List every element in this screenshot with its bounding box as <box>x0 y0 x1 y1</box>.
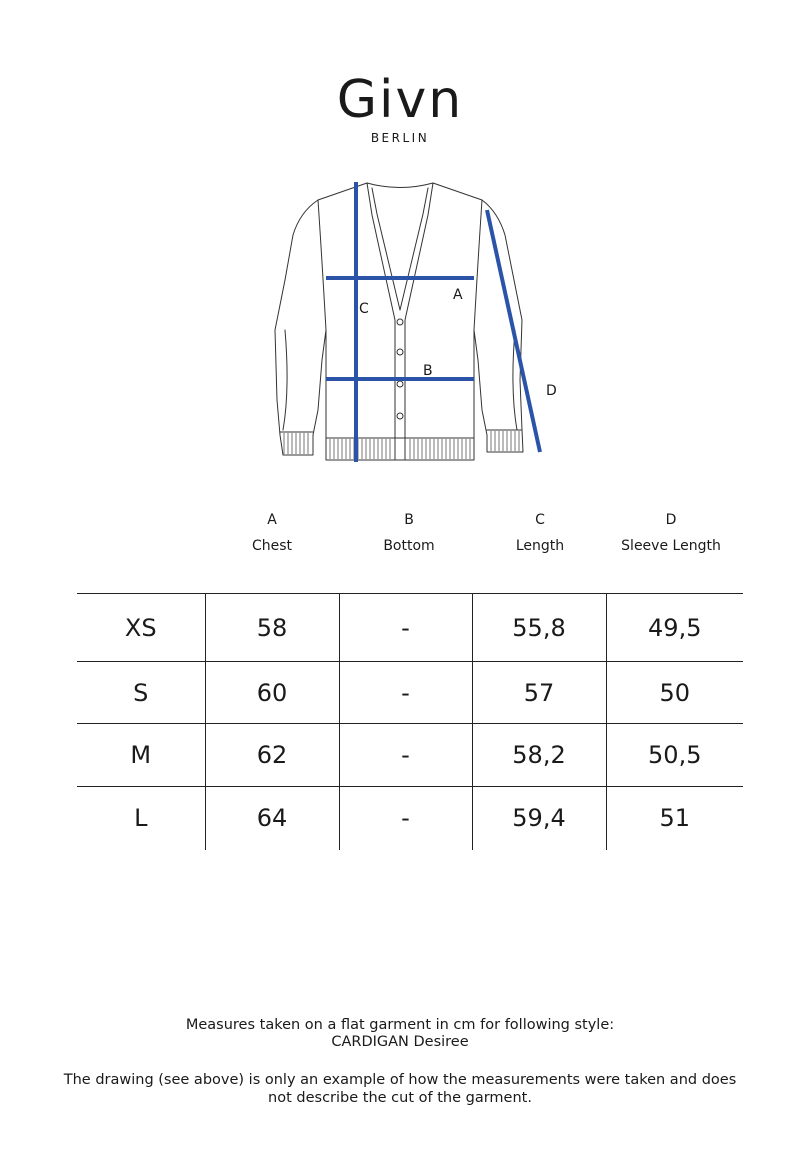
bottom-cell: - <box>339 594 472 662</box>
table-row <box>77 724 743 787</box>
table-row <box>77 594 743 662</box>
measure-line-d-sleeve <box>487 210 540 452</box>
cardigan-placket-right <box>405 183 433 460</box>
column-letter: A <box>267 512 277 528</box>
size-cell: S <box>77 662 205 724</box>
button-1 <box>397 319 403 325</box>
sleeve-length-cell: 50,5 <box>606 724 743 787</box>
hem-rib-texture <box>330 439 470 459</box>
chest-cell: 62 <box>205 724 339 787</box>
column-header-d <box>621 512 721 555</box>
column-header-a <box>205 512 339 555</box>
column-name: Length <box>515 538 565 554</box>
column-letter: D <box>665 512 677 528</box>
label-b: B <box>423 363 433 379</box>
length-cell: 59,4 <box>472 787 606 850</box>
column-name: Bottom <box>383 538 435 554</box>
label-d: D <box>546 383 557 399</box>
chest-cell: 64 <box>205 787 339 850</box>
table-row <box>77 662 743 724</box>
note-style-name: CARDIGAN Desiree <box>331 1034 469 1050</box>
size-cell: L <box>77 787 205 850</box>
button-3 <box>397 381 403 387</box>
length-cell: 57 <box>472 662 606 724</box>
size-table <box>77 593 743 850</box>
column-header-c <box>473 512 607 555</box>
column-header-b <box>342 512 476 555</box>
bottom-cell: - <box>339 662 472 724</box>
column-letter: B <box>404 512 414 528</box>
column-name: Sleeve Length <box>621 538 721 554</box>
chest-cell: 58 <box>205 594 339 662</box>
cuff-rib-texture <box>284 431 519 454</box>
brand-logo: Givn <box>336 70 464 130</box>
length-cell: 58,2 <box>472 724 606 787</box>
sleeve-length-cell: 51 <box>659 804 691 833</box>
note-disclaimer-line2: not describe the cut of the garment. <box>268 1090 532 1106</box>
bottom-cell: - <box>339 787 472 850</box>
column-name: Chest <box>251 538 293 554</box>
cardigan-neckline <box>367 183 433 188</box>
note-measure-method: Measures taken on a flat garment in cm for following style: <box>185 1017 615 1033</box>
sleeve-length-cell: 50 <box>606 662 743 724</box>
note-disclaimer-line1: The drawing (see above) is only an example of how the measurements were taken and does <box>63 1072 737 1088</box>
size-cell: M <box>77 724 205 787</box>
cardigan-placket-left <box>367 183 395 460</box>
sleeve-length-cell: 49,5 <box>606 594 743 662</box>
size-cell: XS <box>77 594 205 662</box>
button-4 <box>397 413 403 419</box>
bottom-cell: - <box>339 724 472 787</box>
length-cell: 55,8 <box>472 594 606 662</box>
brand-location: BERLIN <box>370 131 430 145</box>
table-row <box>77 787 743 850</box>
cardigan-illustration <box>260 170 560 470</box>
chest-cell: 60 <box>205 662 339 724</box>
label-c: C <box>359 301 369 317</box>
button-2 <box>397 349 403 355</box>
column-letter: C <box>535 512 545 528</box>
label-a: A <box>453 287 463 303</box>
